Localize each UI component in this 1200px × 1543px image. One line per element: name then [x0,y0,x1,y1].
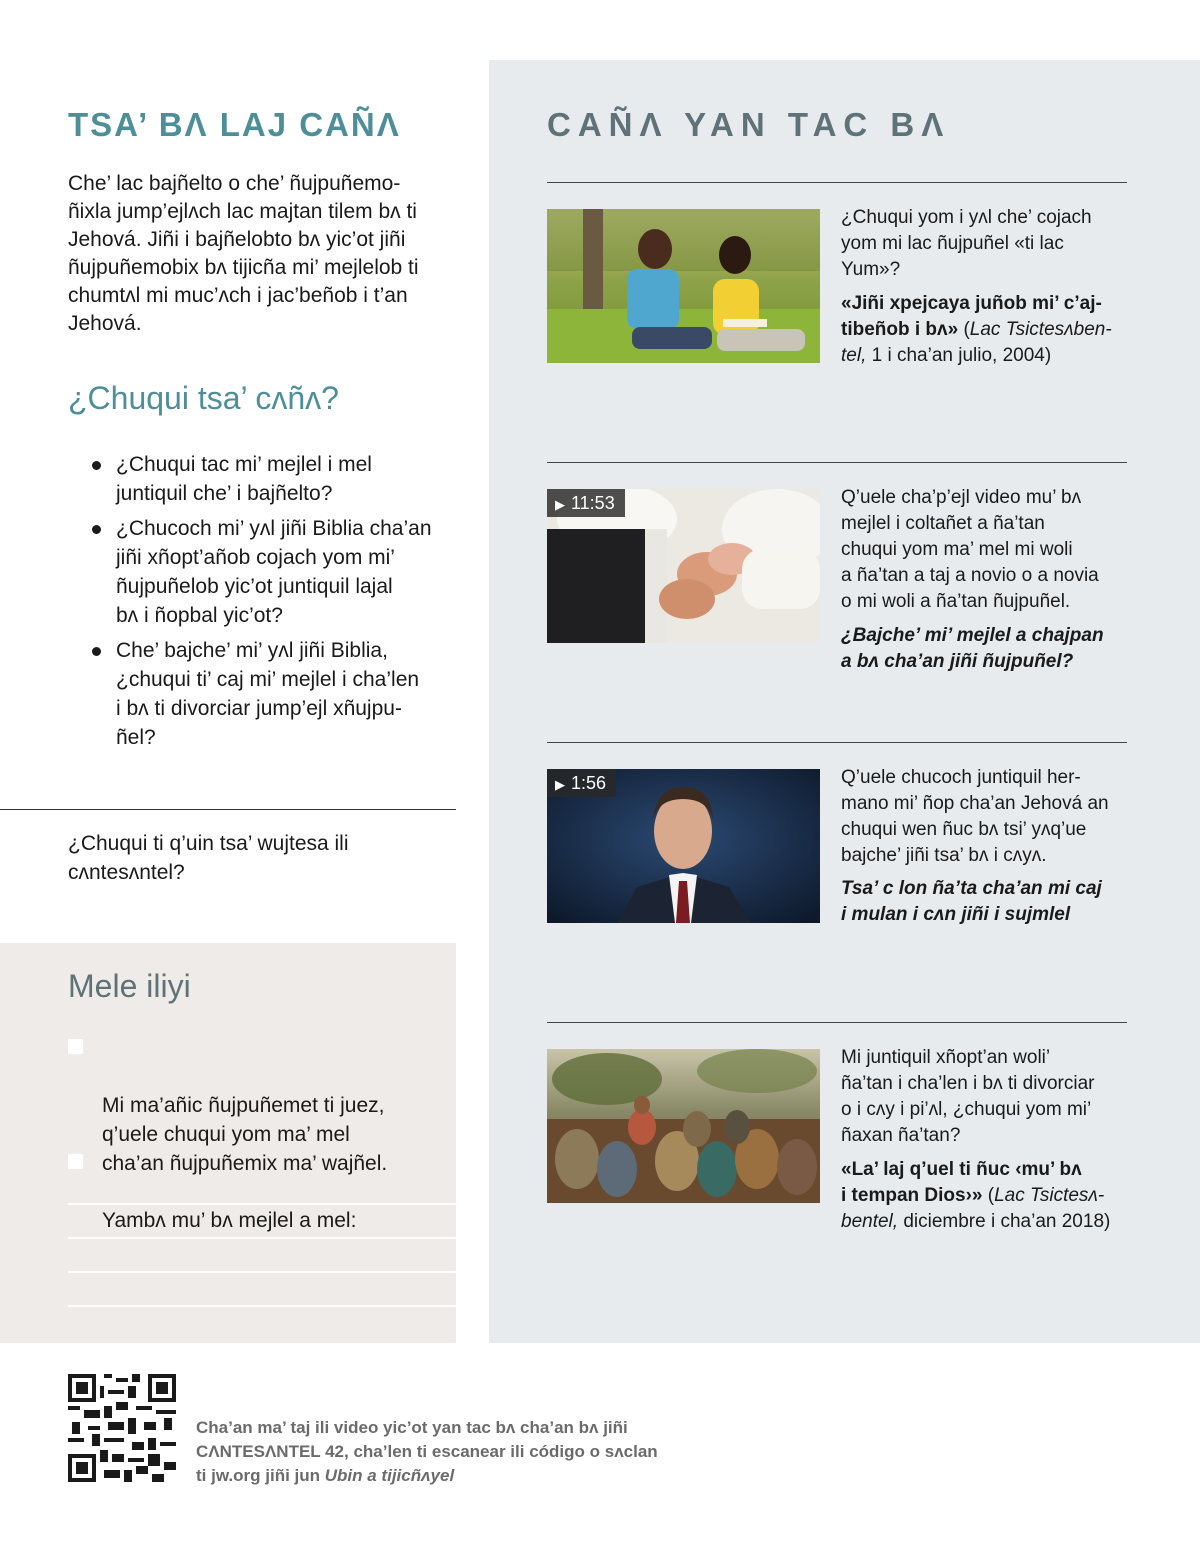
write-line[interactable] [68,1271,456,1273]
intro-paragraph: Che’ lac bajñelto o che’ ñujpuñemo- ñixla jump’ejlʌch lac majtan tilem bʌ ti Jehová. Jiñi i bajñelobto bʌ yic’ot jiñi ñujpuñemobix bʌ tijicña mi’ mejlelob ti chumtʌl mi muc’ʌch i jac’beñob i t’an Jehová. [68,172,419,335]
resource-reference[interactable]: «Jiñi xpejcaya juñob mi’ c’aj- tibeñob i bʌ» (Lac Tsictesʌben- tel, 1 i cha’an julio, 2004) [841,293,1112,366]
divider [547,462,1127,463]
section-title: TSA’ BɅ LAJ CAÑɅ [68,106,401,143]
video-duration: ▶ 1:56 [547,769,616,797]
divider [0,809,456,810]
checkbox[interactable] [68,1154,83,1169]
checkbox[interactable] [68,1039,83,1054]
resource-reference[interactable]: «La’ laj q’uel ti ñuc ‹mu’ bʌ i tempan Dios›» (Lac Tsictesʌ- bentel, diciembre i cha’an 2018) [841,1159,1111,1232]
article-title[interactable]: «La’ laj q’uel ti ñuc ‹mu’ bʌ i tempan Dios›» [841,1159,1082,1206]
website-section-name[interactable]: Ubin a tijicñʌyel [324,1466,455,1485]
question-item: ¿Chucoch mi’ yʌl jiñi Biblia cha’an jiñi xñopt’añob cojach yom mi’ ñujpuñelob yic’ot juntiquil lajal bʌ i ñopbal yic’ot? [92,514,462,630]
divider [547,182,1127,183]
review-questions [92,450,462,758]
resource-reference[interactable] [841,876,1131,928]
question-item: Che’ bajche’ mi’ yʌl jiñi Biblia, ¿chuqui ti’ caj mi’ mejlel i cha’len i bʌ ti divorciar jump’ejl xñujpu- ñel? [92,636,462,752]
bullet-dot-icon [92,525,101,534]
goal-text: Yambʌ mu’ bʌ mejlel a mel: [102,1209,357,1232]
divider [547,742,1127,743]
publication-date: diciembre i cha’an 2018) [903,1211,1111,1232]
write-line[interactable] [68,1237,456,1239]
video-title[interactable]: Tsa’ c lon ña’ta cha’an mi caj i mulan i cʌn jiñi i sujmlel [841,878,1102,925]
review-heading: ¿Chuqui tsa’ cʌñʌ? [68,380,339,416]
bullet-dot-icon [92,461,101,470]
divider [547,1022,1127,1023]
resource-description: Q’uele chucoch juntiquil her- mano mi’ ñop cha’an Jehová an chuqui wen ñuc bʌ tsi’ yʌq’ue bajche’ jiñi tsa’ bʌ i cʌyʌ. [841,767,1109,866]
brother-interview-video-thumbnail[interactable] [547,769,820,923]
publication-date: 1 i cha’an julio, 2004) [871,345,1052,366]
article-title[interactable]: «Jiñi xpejcaya juñob mi’ c’aj- tibeñob i bʌ» [841,293,1102,340]
video-title[interactable]: ¿Bajche’ mi’ mejlel a chajpan a bʌ cha’an jiñi ñujpuñel? [841,625,1104,672]
jesus-crowd-thumbnail[interactable] [547,1049,820,1203]
write-line[interactable] [68,1203,456,1205]
play-icon: ▶ [555,497,565,512]
couple-study-thumbnail[interactable] [547,209,820,363]
question-item: ¿Chuqui tac mi’ mejlel i mel juntiquil che’ i bajñelto? [92,450,462,508]
resource-reference[interactable] [841,623,1131,675]
write-line[interactable] [68,1305,456,1307]
goal-item [68,1148,438,1264]
resource-description: ¿Chuqui yom i yʌl che’ cojach yom mi lac ñujpuñel «ti lac Yum»? [841,207,1092,280]
video-duration: ▶ 11:53 [547,489,625,517]
resource-description: Q’uele cha’p’ejl video mu’ bʌ mejlel i coltañet a ña’tan chuqui yom ma’ mel mi woli a ña’tan a taj a novio o a novia o mi woli a ña’tan ñujpuñel. [841,487,1099,612]
publication-name: Lac Tsictesʌben- tel, [841,319,1112,366]
holding-hands-video-thumbnail[interactable] [547,489,820,643]
panel-title: CAÑɅ YAN TAC BɅ [547,106,951,143]
reflection-question: ¿Chuqui ti q’uin tsa’ wujtesa ili cʌntesʌntel? [68,832,349,884]
footer-instructions: Cha’an ma’ taj ili video yic’ot yan tac bʌ cha’an bʌ jiñi CɅNTESɅNTEL 42, cha’len ti escanear ili código o sʌclan ti jw.org jiñi jun Ubin a tijicñʌyel [196,1418,658,1485]
publication-name: Lac Tsictesʌ- bentel, [841,1185,1105,1232]
goals-title: Mele iliyi [68,968,191,1004]
resource-description: Mi juntiquil xñopt’an woli’ ña’tan i cha’len i bʌ ti divorciar o i cʌy i pi’ʌl, ¿chuqui yom mi’ ñaxan ña’tan? [841,1047,1095,1146]
goal-text: Mi ma’añic ñujpuñemet ti juez, q’uele chuqui yom ma’ mel cha’an ñujpuñemix ma’ wajñel. [102,1094,388,1175]
qr-code[interactable] [68,1374,176,1482]
play-icon: ▶ [555,777,565,792]
bullet-dot-icon [92,647,101,656]
